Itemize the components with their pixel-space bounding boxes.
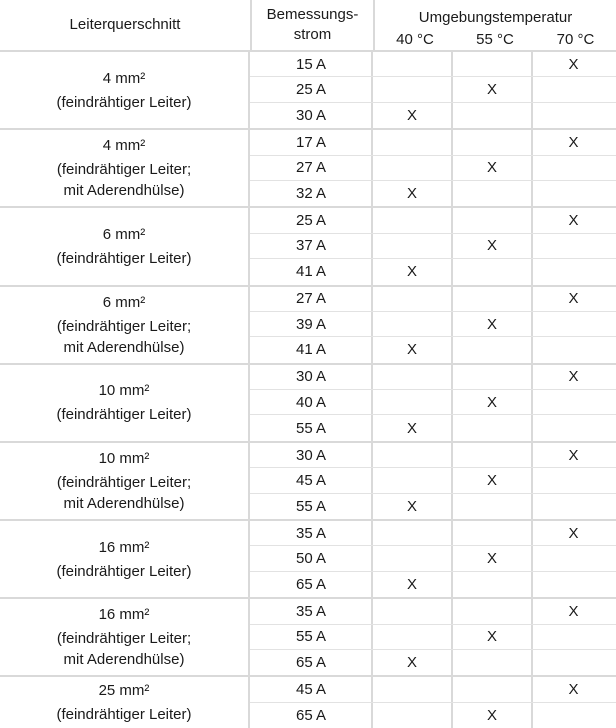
rated-current-cell: 30 A [250,365,373,389]
temp-55-cell [453,650,533,675]
table-row [250,650,616,675]
temp-40-cell [373,494,453,519]
conductor-group [0,441,616,519]
check-mark: X [486,393,497,411]
temp-70-cell [533,703,614,728]
temp-40-cell [373,677,453,701]
check-mark: X [406,106,417,124]
temp-40-cell [373,287,453,311]
conductor-label [57,604,191,670]
table-row [250,365,616,390]
temp-55-cell [453,156,533,180]
table-row [250,130,616,155]
temp-70-cell [533,650,614,675]
temp-40-cell [373,181,453,206]
temp-40-cell [373,365,453,389]
rated-current-cell: 30 A [250,103,373,128]
table-row [250,52,616,77]
rated-current-cell: 55 A [250,625,373,649]
header-divider [250,0,252,50]
table-row [250,599,616,624]
check-mark: X [486,237,497,255]
temp-70-cell [533,365,614,389]
header-ambient-temperature: Umgebungstemperatur [375,0,616,30]
conductor-size: 16 mm² [98,606,150,624]
temp-70-cell [533,181,614,206]
temp-55-cell [453,546,533,570]
temp-55-cell [453,390,533,414]
temp-70-cell [533,156,614,180]
temp-70-cell [533,52,614,76]
temp-55-cell [453,234,533,258]
table-row [250,312,616,337]
temp-70-cell [533,521,614,545]
temp-55-cell [453,103,533,128]
temp-40-cell [373,443,453,467]
rated-current-cell: 37 A [250,234,373,258]
check-mark: X [486,471,497,489]
temp-55-cell [453,130,533,154]
conductor-group [0,363,616,441]
temp-70-cell [533,625,614,649]
temp-55-cell [453,77,533,101]
temp-40-cell [373,415,453,440]
header-temp-55: 55 °C [455,30,535,50]
header-temp-40: 40 °C [375,30,455,50]
rated-current-cell: 35 A [250,521,373,545]
rated-current-cell: 17 A [250,130,373,154]
rated-current-cell: 27 A [250,156,373,180]
conductor-cell [0,443,250,519]
temp-55-cell [453,468,533,492]
rated-current-cell: 65 A [250,572,373,597]
conductor-cell [0,677,250,728]
table-row [250,337,616,362]
conductor-label [57,135,191,201]
header-temp-70: 70 °C [535,30,616,50]
table-row [250,703,616,728]
conductor-description: mit Aderendhülse) [63,494,185,512]
conductor-description: (feindrähtiger Leiter; [56,630,192,648]
temp-40-cell [373,130,453,154]
table-row [250,103,616,128]
check-mark: X [486,550,497,568]
rated-current-cell: 30 A [250,443,373,467]
temp-70-cell [533,77,614,101]
temp-70-cell [533,677,614,701]
temp-55-cell [453,287,533,311]
conductor-label [57,292,191,358]
table-row [250,77,616,102]
table-row [250,415,616,440]
temp-70-cell [533,337,614,362]
conductor-label [57,448,191,514]
temp-55-cell [453,337,533,362]
temp-55-cell [453,572,533,597]
rated-current-cell: 50 A [250,546,373,570]
rated-current-cell: 32 A [250,181,373,206]
header-rated-current [252,0,373,50]
check-mark: X [406,263,417,281]
conductor-cell [0,521,250,597]
table-row [250,494,616,519]
rated-current-cell: 40 A [250,390,373,414]
temp-55-cell [453,208,533,232]
header-divider [373,0,375,50]
temp-70-cell [533,390,614,414]
temp-55-cell [453,312,533,336]
temp-55-cell [453,415,533,440]
temp-70-cell [533,443,614,467]
temp-40-cell [373,103,453,128]
table-row [250,390,616,415]
conductor-description: (feindrähtiger Leiter; [56,161,192,179]
check-mark: X [568,681,579,699]
temp-40-cell [373,521,453,545]
check-mark: X [486,159,497,177]
conductor-description: (feindrähtiger Leiter; [56,473,192,491]
conductor-label [56,680,191,725]
temp-40-cell [373,337,453,362]
table-row [250,234,616,259]
temp-55-cell [453,625,533,649]
conductor-cell [0,208,250,284]
temp-70-cell [533,494,614,519]
temp-55-cell [453,677,533,701]
check-mark: X [568,524,579,542]
temp-40-cell [373,703,453,728]
temp-70-cell [533,546,614,570]
table-row [250,625,616,650]
temp-70-cell [533,572,614,597]
table-row [250,572,616,597]
check-mark: X [568,602,579,620]
conductor-size: 6 mm² [102,293,146,311]
check-mark: X [406,419,417,437]
table-row [250,443,616,468]
temp-55-cell [453,259,533,284]
temp-40-cell [373,156,453,180]
conductor-size: 25 mm² [98,682,150,700]
temp-70-cell [533,312,614,336]
table-row [250,259,616,284]
conductor-cell [0,599,250,675]
conductor-group [0,285,616,363]
temp-40-cell [373,312,453,336]
check-mark: X [568,212,579,230]
conductor-description: (feindrähtiger Leiter) [56,706,192,724]
check-mark: X [568,368,579,386]
table-row [250,468,616,493]
table-row [250,677,616,702]
rated-current-cell: 39 A [250,312,373,336]
temp-40-cell [373,77,453,101]
conductor-group [0,50,616,128]
conductor-group [0,519,616,597]
temp-55-cell [453,181,533,206]
temp-70-cell [533,208,614,232]
conductor-size: 10 mm² [98,382,150,400]
check-mark: X [486,81,497,99]
rated-current-cell: 55 A [250,415,373,440]
temp-70-cell [533,103,614,128]
rated-current-cell: 65 A [250,703,373,728]
check-mark: X [486,628,497,646]
conductor-description: (feindrähtiger Leiter) [56,249,192,267]
conductor-cell [0,365,250,441]
temp-40-cell [373,259,453,284]
check-mark: X [406,185,417,203]
temp-40-cell [373,625,453,649]
conductor-label [56,68,191,113]
rated-current-cell: 45 A [250,468,373,492]
check-mark: X [568,446,579,464]
check-mark: X [406,341,417,359]
temp-40-cell [373,390,453,414]
conductor-description: mit Aderendhülse) [63,651,185,669]
rated-current-cell: 41 A [250,259,373,284]
conductor-description: (feindrähtiger Leiter; [56,317,192,335]
temp-70-cell [533,259,614,284]
conductor-group [0,597,616,675]
rated-current-cell: 55 A [250,494,373,519]
temp-55-cell [453,365,533,389]
conductor-group [0,128,616,206]
conductor-size: 16 mm² [98,538,150,556]
conductor-label [56,380,191,425]
temp-40-cell [373,650,453,675]
conductor-size: 10 mm² [98,449,150,467]
temp-55-cell [453,521,533,545]
temp-40-cell [373,52,453,76]
conductor-cell [0,130,250,206]
rated-current-cell: 15 A [250,52,373,76]
temp-40-cell [373,208,453,232]
table-body [0,50,616,728]
table-row [250,181,616,206]
conductor-description: mit Aderendhülse) [63,338,185,356]
conductor-label [56,537,191,582]
rated-current-cell: 65 A [250,650,373,675]
table-row [250,287,616,312]
temp-40-cell [373,546,453,570]
check-mark: X [568,133,579,151]
temp-70-cell [533,599,614,623]
temp-40-cell [373,468,453,492]
temp-70-cell [533,468,614,492]
conductor-size: 4 mm² [102,69,146,87]
temp-70-cell [533,234,614,258]
check-mark: X [406,497,417,515]
temp-40-cell [373,599,453,623]
conductor-cell [0,287,250,363]
temp-40-cell [373,234,453,258]
table-row [250,156,616,181]
temp-55-cell [453,52,533,76]
rated-current-cell: 35 A [250,599,373,623]
temp-55-cell [453,599,533,623]
rated-current-cell: 25 A [250,77,373,101]
check-mark: X [486,706,497,724]
conductor-size: 6 mm² [102,225,146,243]
temp-55-cell [453,443,533,467]
conductor-description: (feindrähtiger Leiter) [56,406,192,424]
header-rated-current-line2: strom [293,26,332,43]
conductor-description: mit Aderendhülse) [63,182,185,200]
check-mark: X [406,576,417,593]
conductor-description: (feindrähtiger Leiter) [56,562,192,580]
conductor-size: 4 mm² [102,137,146,155]
temp-70-cell [533,415,614,440]
rated-current-cell: 45 A [250,677,373,701]
temp-40-cell [373,572,453,597]
conductor-label [56,224,191,269]
temp-70-cell [533,287,614,311]
temp-55-cell [453,703,533,728]
check-mark: X [568,290,579,308]
check-mark: X [406,654,417,672]
rated-current-cell: 25 A [250,208,373,232]
check-mark: X [486,315,497,333]
header-conductor: Leiterquerschnitt [0,0,250,50]
conductor-description: (feindrähtiger Leiter) [56,93,192,111]
conductor-group [0,206,616,284]
table-row [250,208,616,233]
temp-55-cell [453,494,533,519]
rated-current-cell: 27 A [250,287,373,311]
rated-current-cell: 41 A [250,337,373,362]
table-row [250,546,616,571]
temp-70-cell [533,130,614,154]
conductor-group [0,675,616,728]
check-mark: X [568,55,579,73]
table-row [250,521,616,546]
header-rated-current-line1: Bemessungs- [266,6,359,23]
conductor-cell [0,52,250,128]
